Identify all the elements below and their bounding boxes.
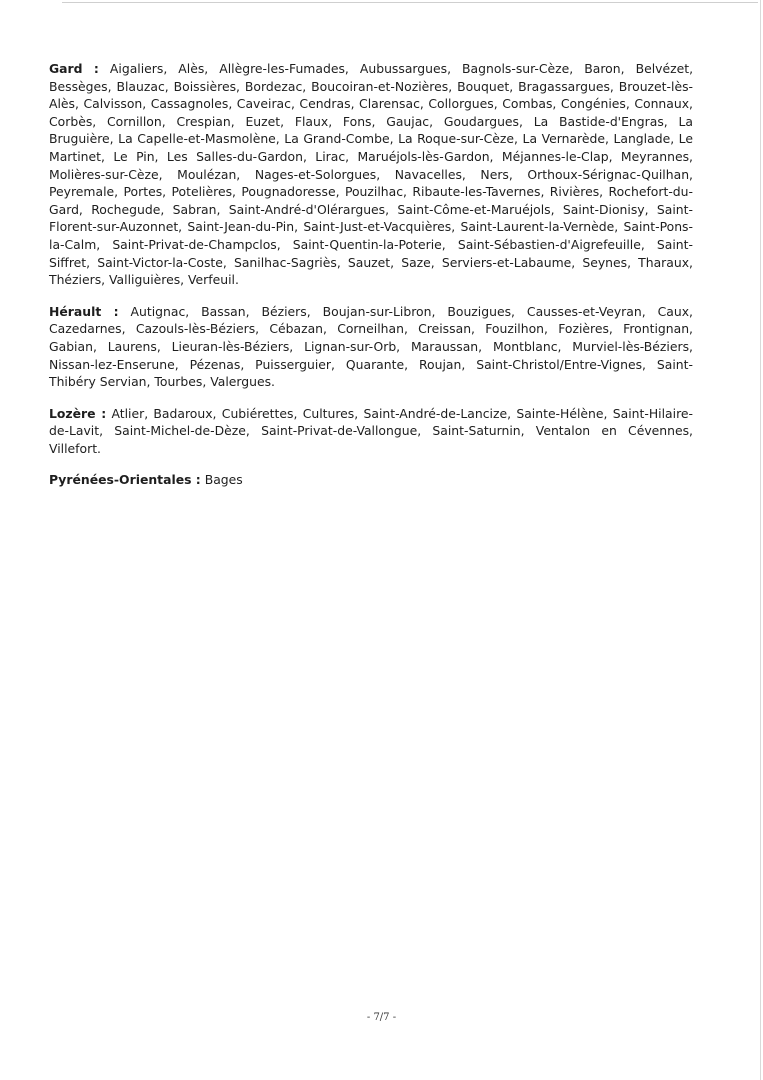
section-pyrenees-orientales — [49, 471, 693, 489]
department-heading: Lozère : — [49, 405, 107, 421]
commune-list: Autignac, Bassan, Béziers, Boujan-sur-Libron, Bouzigues, Causses-et-Veyran, Caux, Cazedarnes, Cazouls-lès-Béziers, Cébazan, Corneilhan, Creissan, Fouzilhon, Fozières, Frontignan, Gabian, Laurens, Lieuran-lès-Béziers, Lignan-sur-Orb, Maraussan, Montblanc, Murviel-lès-Béziers, Nissan-lez-Enserune, Pézenas, Puisserguier, Quarante, Roujan, Saint-Christol/Entre-Vignes, Saint-Thibéry Servian, Tourbes, Valergues. — [49, 303, 693, 390]
department-heading: Pyrénées-Orientales : — [49, 472, 201, 488]
commune-list: Bages — [204, 472, 243, 488]
section-herault — [49, 303, 693, 391]
commune-list: Aigaliers, Alès, Allègre-les-Fumades, Aubussargues, Bagnols-sur-Cèze, Baron, Belvézet, Bessèges, Blauzac, Boissières, Bordezac, Boucoiran-et-Nozières, Bouquet, Bragassargues, Brouzet-lès-Alès, Calvisson, Cassagnoles, Caveirac, Cendras, Clarensac, Collorgues, Combas, Congénies, Connaux, Corbès, Cornillon, Crespian, Euzet, Flaux, Fons, Gaujac, Goudargues, La Bastide-d'Engras, La Bruguière, La Capelle-et-Masmolène, La Grand-Combe, La Roque-sur-Cèze, La Vernarède, Langlade, Le Martinet, Le Pin, Les Salles-du-Gardon, Lirac, Maruéjols-lès-Gardon, Méjannes-le-Clap, Meyrannes, Molières-sur-Cèze, Moulézan, Nages-et-Solorgues, Navacelles, Ners, Orthoux-Sérignac-Quilhan, Peyremale, Portes, Potelières, Pougnadoresse, Pouzilhac, Ribaute-les-Tavernes, Rivières, Rochefort-du-Gard, Rochegude, Sabran, Saint-André-d'Olérargues, Saint-Côme-et-Maruéjols, Saint-Dionisy, Saint-Florent-sur-Auzonnet, Saint-Jean-du-Pin, Saint-Just-et-Vacquières, Saint-Laurent-la-Vernède, Saint-Pons-la-Calm, Saint-Privat-de-Champclos, Saint-Quentin-la-Poterie, Saint-Sébastien-d'Aigrefeuille, Saint-Siffret, Saint-Victor-la-Coste, Sanilhac-Sagriès, Sauzet, Saze, Serviers-et-Labaume, Seynes, Tharaux, Théziers, Valliguières, Verfeuil. — [49, 61, 694, 288]
section-lozere — [49, 405, 693, 458]
page-number: - 7/7 - — [366, 1012, 397, 1023]
department-heading: Hérault : — [49, 303, 119, 319]
page-right-edge — [760, 0, 761, 1080]
department-heading: Gard : — [49, 61, 99, 76]
commune-list: Atlier, Badaroux, Cubiérettes, Cultures, Saint-André-de-Lancize, Sainte-Hélène, Saint-Hilaire-de-Lavit, Saint-Michel-de-Dèze, Saint-Privat-de-Vallongue, Saint-Saturnin, Ventalon en Cévennes, Villefort. — [49, 405, 693, 456]
section-gard — [49, 60, 693, 289]
document-body — [49, 60, 693, 503]
page-top-rule — [62, 2, 758, 3]
